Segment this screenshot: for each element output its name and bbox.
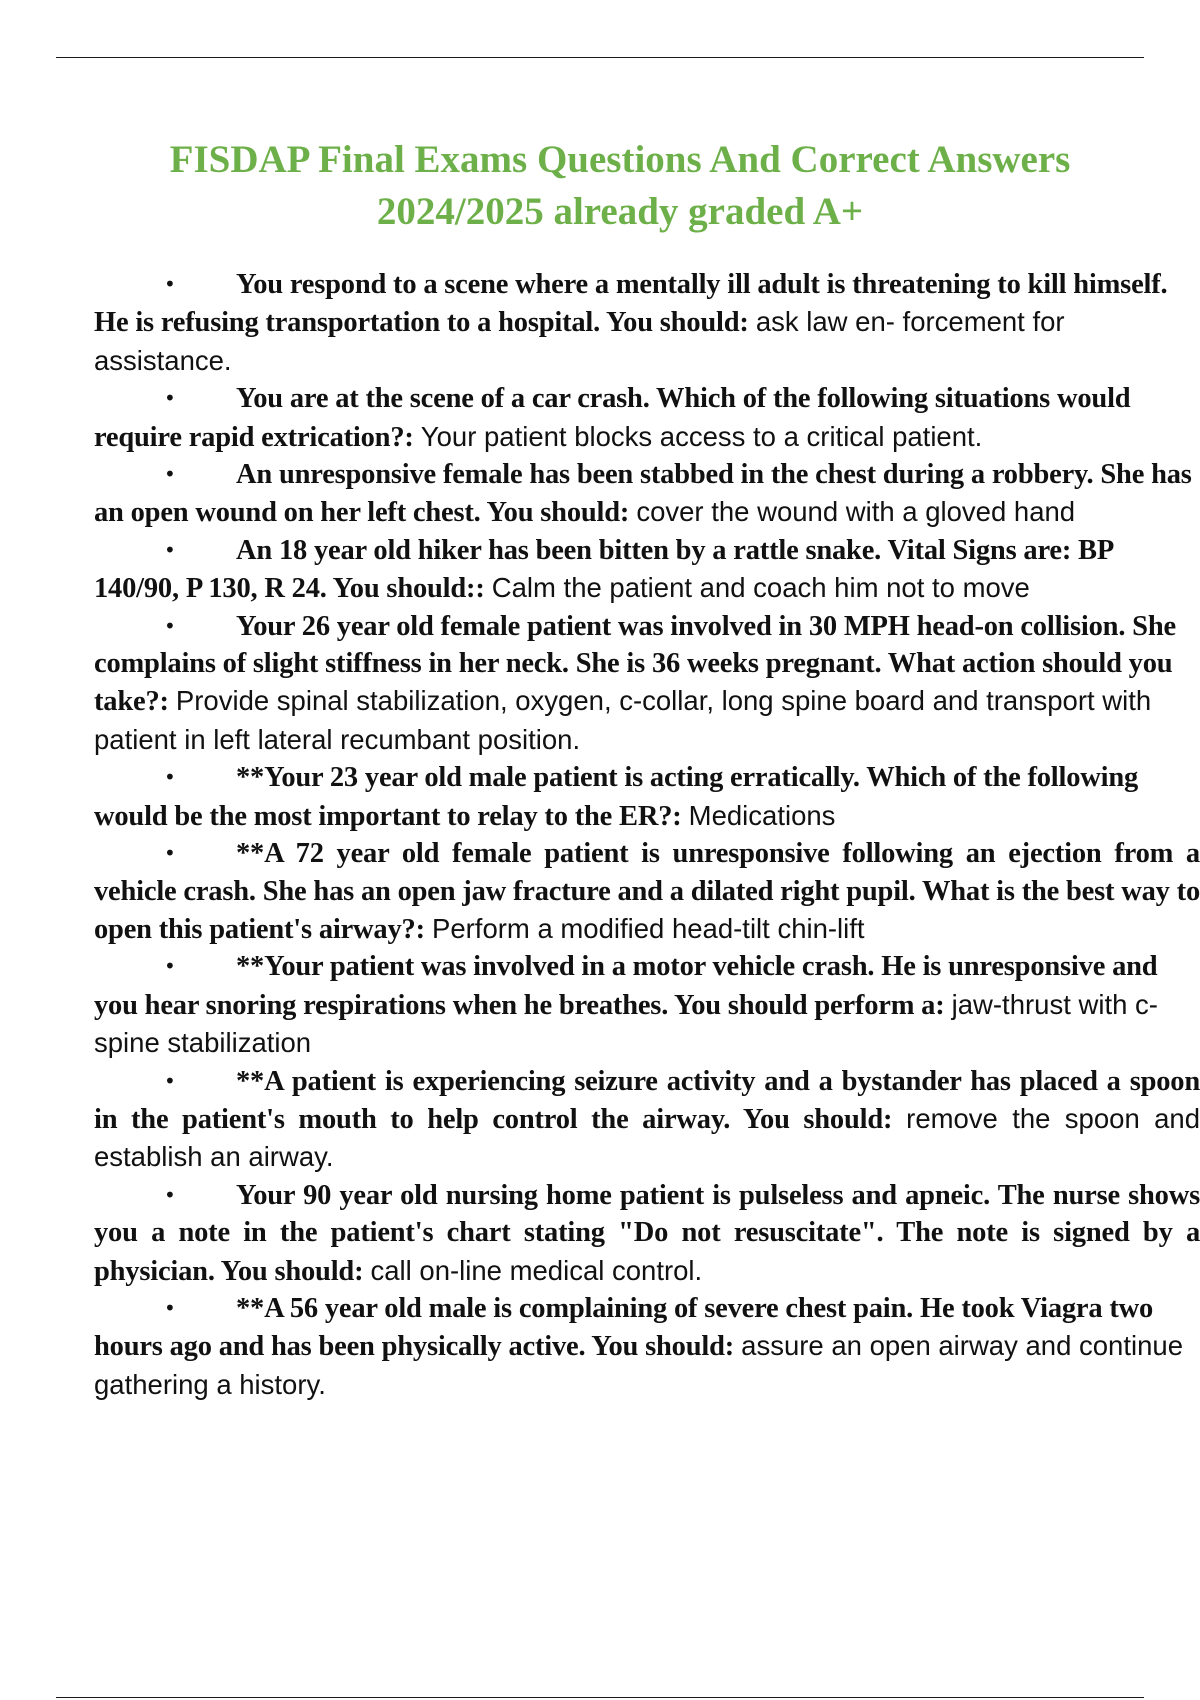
list-item xyxy=(94,948,1200,1062)
bullet-icon: • xyxy=(164,1295,176,1320)
bullet-icon: • xyxy=(164,537,176,562)
list-item xyxy=(94,380,1200,456)
list-item xyxy=(94,1290,1200,1404)
answer-text: Your patient blocks access to a critical patient. xyxy=(420,420,983,452)
answer-text: Provide spinal stabilization, oxygen, c-collar, long spine board and transport with patient in left lateral recumbant position. xyxy=(94,685,1152,755)
question-text: **A 56 year old male is complaining of severe chest pain. He took Viagra two hours ago and has been physically active. You should: xyxy=(94,1292,1154,1363)
list-item xyxy=(94,1063,1200,1177)
question-text: You are at the scene of a car crash. Which of the following situations would require rapid extrication?: xyxy=(94,383,1131,453)
bullet-icon: • xyxy=(164,1182,176,1207)
answer-text: assure an open airway and continue gathering a history. xyxy=(94,1330,1183,1400)
bullet-icon: • xyxy=(164,613,176,638)
bullet-icon: • xyxy=(164,462,176,487)
answer-text: remove the spoon and establish an airway. xyxy=(94,1102,1200,1173)
answer-text: cover the wound with a gloved hand xyxy=(636,496,1076,528)
answer-text: Calm the patient and coach him not to move xyxy=(491,572,1030,604)
question-text: You respond to a scene where a mentally ill adult is threatening to kill himself. He is refusing transportation to a hospital. You should: xyxy=(94,269,1168,339)
list-item xyxy=(94,608,1200,760)
answer-text: Medications xyxy=(688,799,836,831)
bullet-icon: • xyxy=(164,841,176,866)
list-item xyxy=(94,759,1200,835)
list-item xyxy=(94,835,1200,948)
list-item xyxy=(94,266,1200,380)
list-item xyxy=(94,456,1200,532)
question-text: **Your 23 year old male patient is acting erratically. Which of the following would be the most important to relay to the ER?: xyxy=(94,762,1139,832)
question-text: An unresponsive female has been stabbed in the chest during a robbery. She has an open wound on her left chest. You should: xyxy=(94,459,1192,529)
question-text: An 18 year old hiker has been bitten by a rattle snake. Vital Signs are: BP 140/90, P 130, R 24. You should:: xyxy=(94,534,1113,605)
question-text: **A patient is experiencing seizure activity and a bystander has placed a spoon in the patient's mouth to help control the airway. You should: xyxy=(94,1065,1200,1135)
document-title xyxy=(60,134,1180,238)
bullet-icon: • xyxy=(164,765,176,790)
bullet-icon: • xyxy=(164,1068,176,1093)
bullet-icon: • xyxy=(164,272,176,296)
question-text: **A 72 year old female patient is unresponsive following an ejection from a vehicle crash. She has an open jaw fracture and a dilated right pupil. What is the best way to open this patient's airway?: xyxy=(94,838,1200,945)
top-divider xyxy=(56,57,1144,58)
bottom-divider xyxy=(56,1697,1144,1698)
question-text: **Your patient was involved in a motor vehicle crash. He is unresponsive and you hear snoring respirations when he breathes. You should perform a: xyxy=(94,951,1158,1021)
question-text: Your 90 year old nursing home patient is pulseless and apneic. The nurse shows you a note in the patient's chart stating "Do not resuscitate". The note is signed by a physician. You should: xyxy=(94,1179,1200,1287)
bullet-icon: • xyxy=(164,954,176,979)
list-item xyxy=(94,532,1200,608)
title-line-1: FISDAP Final Exams Questions And Correct Answers xyxy=(169,138,1071,182)
answer-text: call on-line medical control. xyxy=(370,1254,703,1286)
title-line-2: 2024/2025 already graded A+ xyxy=(376,190,864,234)
bullet-icon: • xyxy=(164,386,176,411)
list-item xyxy=(94,1177,1200,1290)
answer-text: Perform a modified head-tilt chin-lift xyxy=(432,912,865,944)
answer-text: jaw-thrust with c-spine stabilization xyxy=(94,988,1158,1059)
question-answer-list xyxy=(94,266,1200,1404)
question-text: Your 26 year old female patient was involved in 30 MPH head-on collision. She complains of slight stiffness in her neck. She is 36 weeks pregnant. What action should you take?: xyxy=(94,610,1176,718)
answer-text: ask law en- forcement for assistance. xyxy=(94,306,1065,376)
